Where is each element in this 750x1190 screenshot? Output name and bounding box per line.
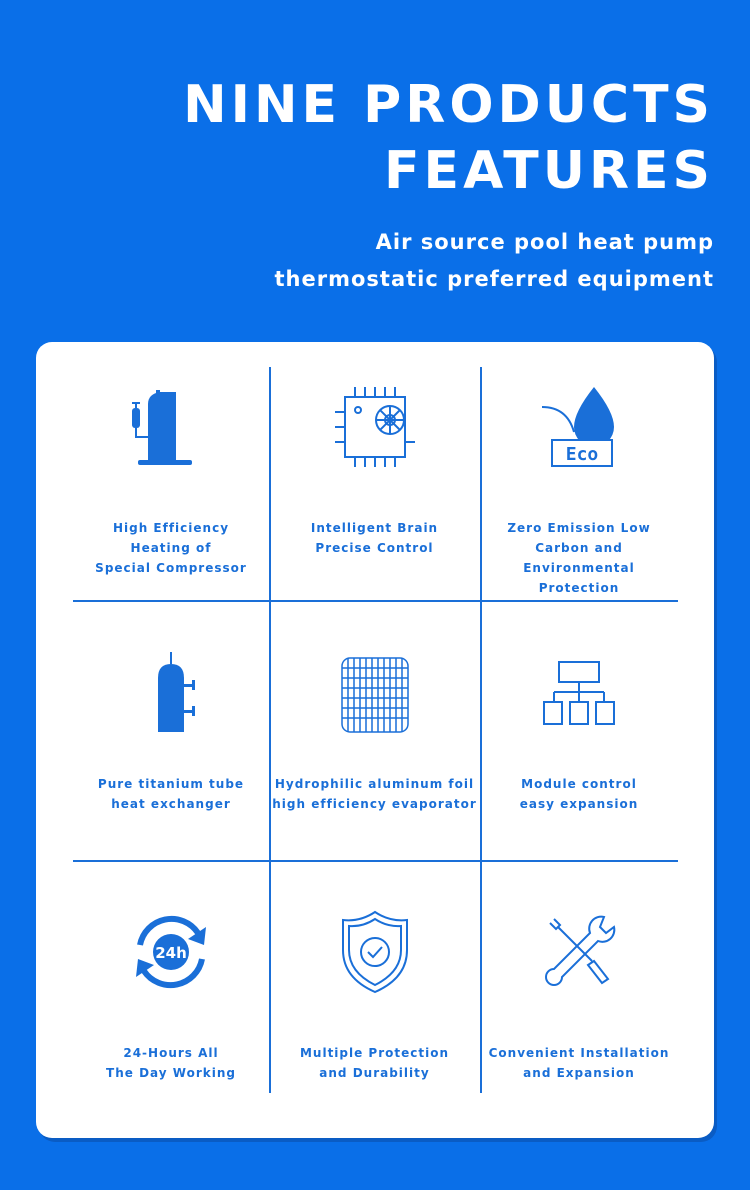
feature-label: Intelligent Brain Precise Control xyxy=(310,521,439,555)
subtitle xyxy=(275,224,714,298)
title-line-1: NINE PRODUCTS xyxy=(183,75,714,135)
feature-label: Pure titanium tube heat exchanger xyxy=(97,777,245,811)
feature-label: Zero Emission Low Carbon and Environmental Protection xyxy=(507,521,651,595)
title-line-2: FEATURES xyxy=(384,141,714,201)
feature-installation xyxy=(480,907,678,1083)
feature-24h xyxy=(73,907,269,1083)
eco-icon xyxy=(534,382,624,472)
feature-evaporator xyxy=(269,650,480,814)
24h-icon xyxy=(126,907,216,997)
heat-exchanger-icon xyxy=(126,650,216,740)
compressor-icon xyxy=(126,382,216,472)
feature-module xyxy=(480,650,678,814)
shield-icon xyxy=(330,907,420,997)
feature-label: Module control easy expansion xyxy=(519,777,639,811)
subtitle-line-2: thermostatic preferred equipment xyxy=(274,267,714,291)
feature-eco xyxy=(480,382,678,598)
feature-compressor xyxy=(73,382,269,578)
24h-badge: 24h xyxy=(155,944,187,962)
page-title xyxy=(183,72,714,204)
divider xyxy=(73,600,678,602)
divider xyxy=(73,860,678,862)
eco-badge: Eco xyxy=(565,444,599,465)
chip-icon xyxy=(330,382,420,472)
features-grid xyxy=(73,367,678,1093)
features-card xyxy=(36,342,714,1138)
feature-label: 24-Hours All The Day Working xyxy=(106,1046,236,1080)
feature-label: Multiple Protection and Durability xyxy=(299,1046,450,1080)
module-icon xyxy=(534,650,624,740)
evaporator-icon xyxy=(330,650,420,740)
feature-label: Hydrophilic aluminum foil high efficiency evaporator xyxy=(272,777,477,811)
feature-protection xyxy=(269,907,480,1083)
feature-titanium xyxy=(73,650,269,814)
tools-icon xyxy=(534,907,624,997)
feature-label: Convenient Installation and Expansion xyxy=(488,1046,670,1080)
feature-chip xyxy=(269,382,480,558)
subtitle-line-1: Air source pool heat pump xyxy=(375,230,714,254)
feature-label: High Efficiency Heating of Special Compressor xyxy=(95,521,247,575)
